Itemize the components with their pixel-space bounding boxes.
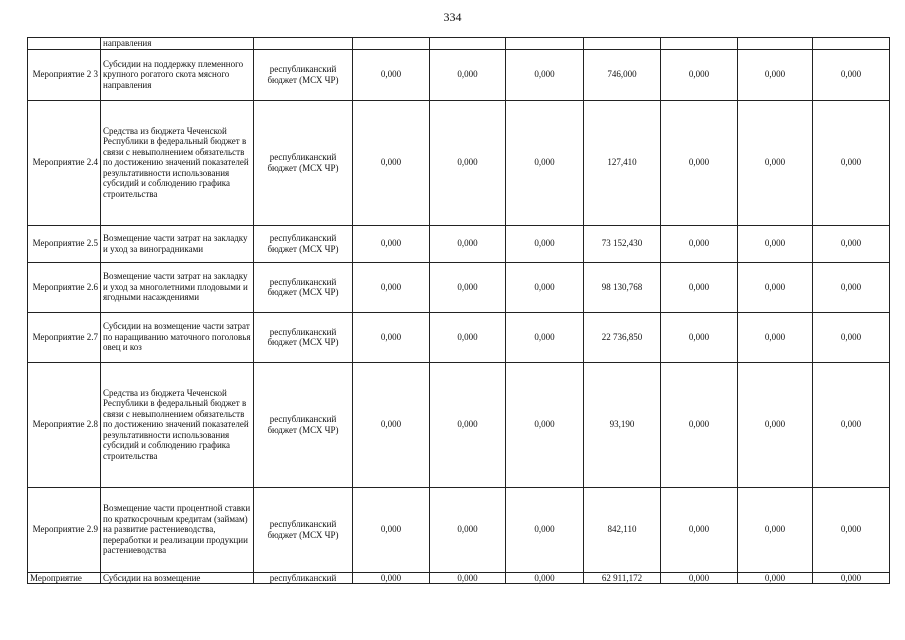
value-cell: 98 130,768 [584, 262, 661, 312]
value-cell: 0,000 [353, 262, 430, 312]
value-cell: 0,000 [738, 487, 813, 572]
action-cell: Мероприятие 2.9 [28, 487, 101, 572]
source-cell [254, 38, 353, 50]
table-row [28, 225, 890, 262]
action-cell: Мероприятие [28, 572, 101, 584]
value-cell: 0,000 [738, 262, 813, 312]
value-cell: 0,000 [661, 312, 738, 362]
value-cell [506, 38, 584, 50]
table-row [28, 362, 890, 487]
value-cell: 0,000 [430, 572, 506, 584]
value-cell: 0,000 [506, 225, 584, 262]
value-cell: 0,000 [506, 572, 584, 584]
value-cell: 0,000 [430, 312, 506, 362]
page-number: 334 [443, 10, 462, 24]
table-row [28, 487, 890, 572]
value-cell: 0,000 [661, 100, 738, 225]
value-cell: 0,000 [661, 572, 738, 584]
value-cell: 93,190 [584, 362, 661, 487]
source-cell: республиканский бюджет (МСХ ЧР) [254, 262, 353, 312]
description-cell: Возмещение части затрат на закладку и уход за виноградниками [101, 225, 254, 262]
value-cell: 0,000 [430, 49, 506, 100]
source-cell: республиканский [254, 572, 353, 584]
value-cell: 0,000 [661, 262, 738, 312]
value-cell [738, 38, 813, 50]
value-cell: 0,000 [430, 225, 506, 262]
source-cell: республиканский бюджет (МСХ ЧР) [254, 100, 353, 225]
value-cell: 0,000 [353, 312, 430, 362]
action-cell: Мероприятие 2.7 [28, 312, 101, 362]
table-row [28, 312, 890, 362]
value-cell: 0,000 [738, 49, 813, 100]
action-cell [28, 38, 101, 50]
description-cell: Субсидии на возмещение части затрат по наращиванию маточного поголовья овец и коз [101, 312, 254, 362]
value-cell: 0,000 [506, 49, 584, 100]
value-cell: 0,000 [813, 487, 890, 572]
source-cell: республиканский бюджет (МСХ ЧР) [254, 225, 353, 262]
value-cell: 127,410 [584, 100, 661, 225]
value-cell: 0,000 [430, 262, 506, 312]
value-cell: 0,000 [506, 487, 584, 572]
value-cell [661, 38, 738, 50]
value-cell: 0,000 [506, 362, 584, 487]
value-cell: 842,110 [584, 487, 661, 572]
description-cell: Возмещение части затрат на закладку и уход за многолетними плодовыми и ягодными насаждениями [101, 262, 254, 312]
table-row [28, 262, 890, 312]
value-cell: 62 911,172 [584, 572, 661, 584]
value-cell: 0,000 [353, 225, 430, 262]
value-cell: 0,000 [661, 362, 738, 487]
value-cell: 0,000 [353, 100, 430, 225]
value-cell: 0,000 [738, 362, 813, 487]
value-cell: 0,000 [506, 262, 584, 312]
value-cell: 0,000 [430, 362, 506, 487]
budget-table [27, 37, 890, 584]
table-row-continuation [28, 38, 890, 50]
source-cell: республиканский бюджет (МСХ ЧР) [254, 49, 353, 100]
value-cell [584, 38, 661, 50]
value-cell [430, 38, 506, 50]
value-cell: 0,000 [813, 312, 890, 362]
description-cell: направления [101, 38, 254, 50]
value-cell: 0,000 [813, 362, 890, 487]
value-cell: 0,000 [430, 100, 506, 225]
value-cell: 73 152,430 [584, 225, 661, 262]
value-cell: 0,000 [813, 225, 890, 262]
value-cell: 0,000 [738, 312, 813, 362]
action-cell: Мероприятие 2 3 [28, 49, 101, 100]
description-cell: Средства из бюджета Чеченской Республики в федеральный бюджет в связи с невыполнением обязательств по достижению значений показателей результативности использования субсидий и соблюдению графика строительства [101, 100, 254, 225]
value-cell: 0,000 [813, 262, 890, 312]
description-cell: Возмещение части процентной ставки по краткосрочным кредитам (займам) на развитие растениеводства, переработки и реализации продукции растениеводства [101, 487, 254, 572]
value-cell [813, 38, 890, 50]
action-cell: Мероприятие 2.4 [28, 100, 101, 225]
action-cell: Мероприятие 2.5 [28, 225, 101, 262]
value-cell: 0,000 [353, 49, 430, 100]
value-cell: 0,000 [353, 487, 430, 572]
description-cell: Субсидии на возмещение [101, 572, 254, 584]
value-cell: 0,000 [738, 225, 813, 262]
table-row [28, 100, 890, 225]
value-cell: 0,000 [661, 225, 738, 262]
source-cell: республиканский бюджет (МСХ ЧР) [254, 487, 353, 572]
value-cell: 0,000 [661, 49, 738, 100]
action-cell: Мероприятие 2.6 [28, 262, 101, 312]
value-cell: 0,000 [738, 100, 813, 225]
value-cell: 0,000 [813, 49, 890, 100]
value-cell: 0,000 [661, 487, 738, 572]
description-cell: Средства из бюджета Чеченской Республики в федеральный бюджет в связи с невыполнением обязательств по достижению значений показателей результативности использования субсидий и соблюдению графика строительства [101, 362, 254, 487]
value-cell [353, 38, 430, 50]
value-cell: 0,000 [813, 100, 890, 225]
action-cell: Мероприятие 2.8 [28, 362, 101, 487]
table-row [28, 572, 890, 584]
value-cell: 746,000 [584, 49, 661, 100]
value-cell: 0,000 [506, 100, 584, 225]
value-cell: 0,000 [813, 572, 890, 584]
description-cell: Субсидии на поддержку племенного крупного рогатого скота мясного направления [101, 49, 254, 100]
value-cell: 0,000 [430, 487, 506, 572]
value-cell: 0,000 [353, 572, 430, 584]
value-cell: 0,000 [353, 362, 430, 487]
source-cell: республиканский бюджет (МСХ ЧР) [254, 362, 353, 487]
value-cell: 22 736,850 [584, 312, 661, 362]
table-row [28, 49, 890, 100]
value-cell: 0,000 [738, 572, 813, 584]
source-cell: республиканский бюджет (МСХ ЧР) [254, 312, 353, 362]
value-cell: 0,000 [506, 312, 584, 362]
